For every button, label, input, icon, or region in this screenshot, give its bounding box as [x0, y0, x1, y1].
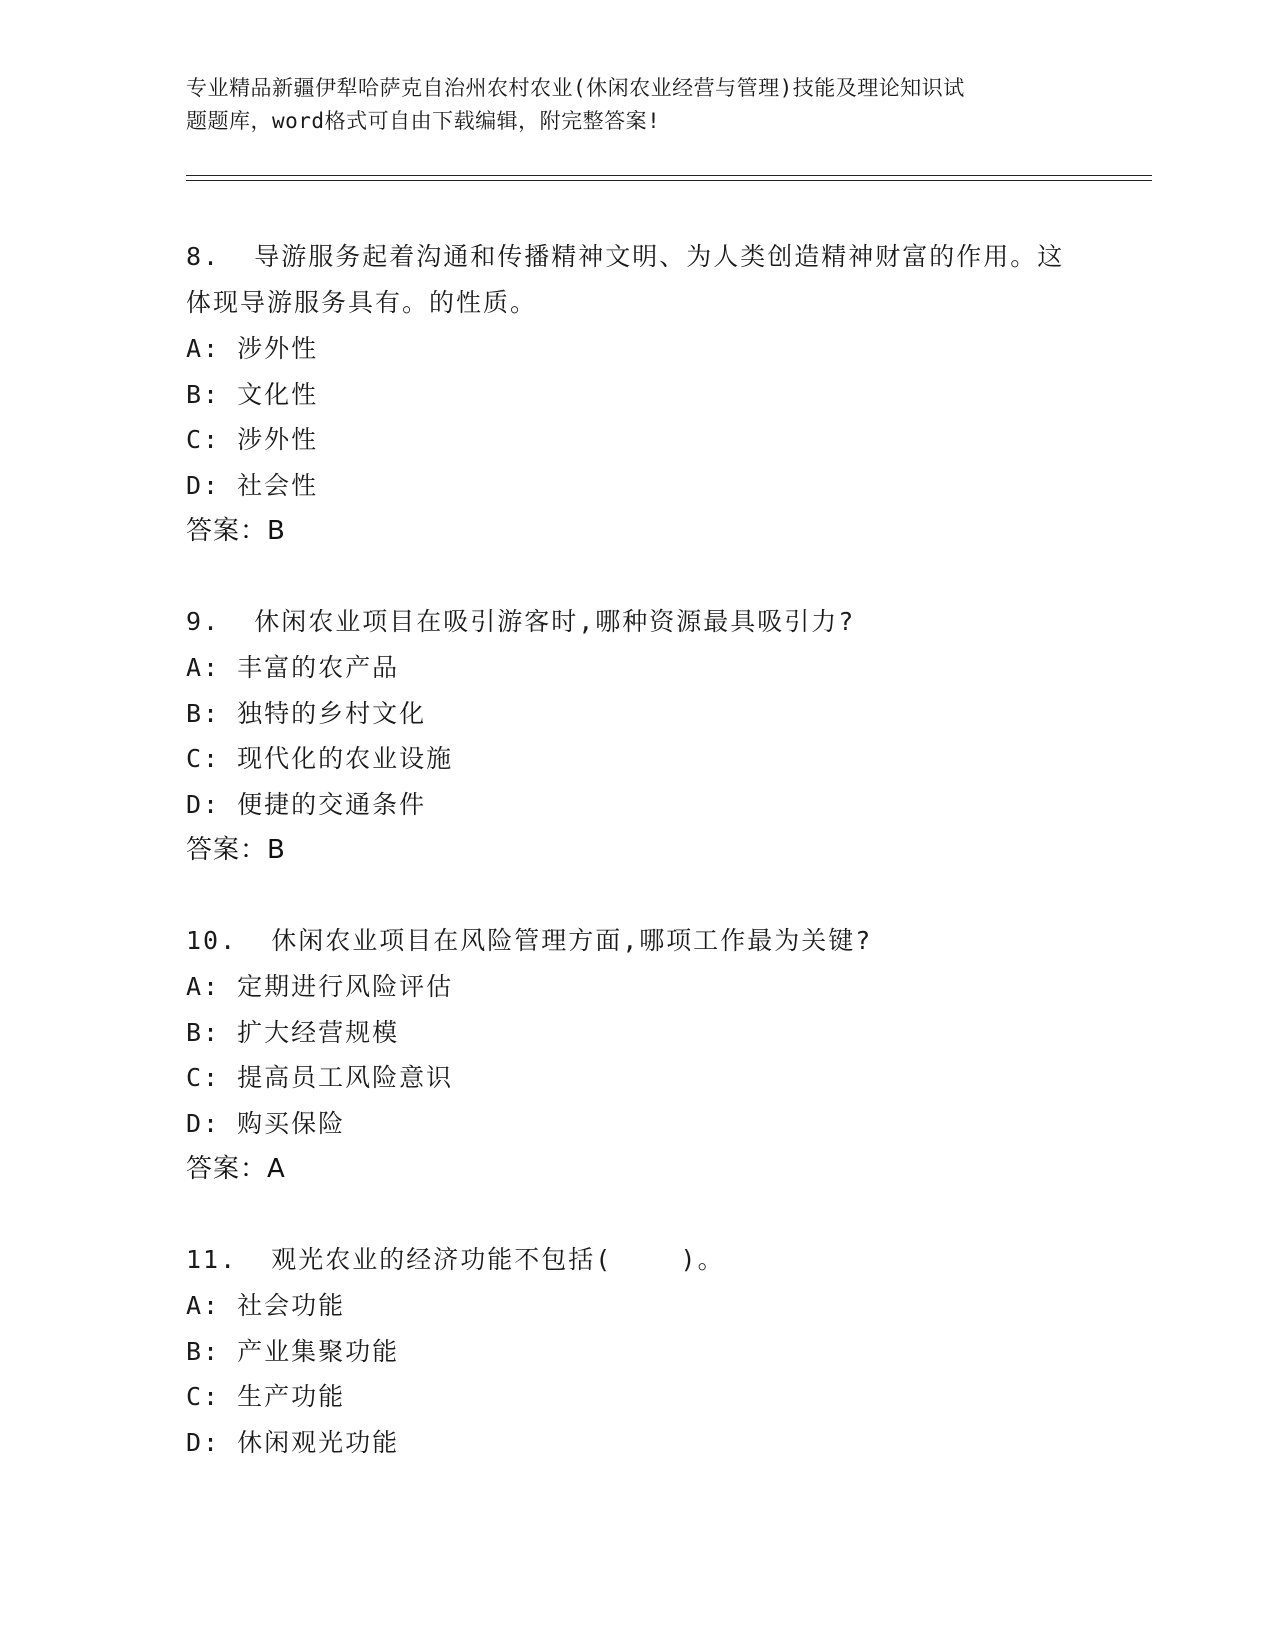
option-a: A: 定期进行风险评估 [186, 972, 454, 1001]
option-d: D: 购买保险 [186, 1108, 346, 1138]
option-c: C: 生产功能 [186, 1382, 346, 1411]
option-a: A: 社会功能 [186, 1291, 346, 1320]
option-b: B: 扩大经营规模 [186, 1017, 400, 1047]
option-c: C: 涉外性 [186, 425, 319, 454]
question-10 [186, 918, 1146, 1192]
header-divider-bottom [186, 180, 1152, 181]
option-d: D: 便捷的交通条件 [186, 789, 427, 819]
header-line-2: 题题库，word格式可自由下载编辑，附完整答案! [186, 109, 661, 133]
question-9 [186, 599, 1146, 873]
header-line-1: 专业精品新疆伊犁哈萨克自治州农村农业(休闲农业经营与管理)技能及理论知识试 [186, 76, 965, 100]
answer-label: 答案：A [186, 1154, 286, 1184]
option-a: A: 丰富的农产品 [186, 653, 400, 682]
option-c: C: 提高员工风险意识 [186, 1063, 454, 1092]
question-stem: 8. 导游服务起着沟通和传播精神文明、为人类创造精神财富的作用。这体现导游服务具有。的性质。 [186, 242, 1065, 317]
option-c: C: 现代化的农业设施 [186, 744, 454, 773]
answer-label: 答案：B [186, 835, 286, 865]
option-b: B: 文化性 [186, 379, 319, 409]
option-a: A: 涉外性 [186, 334, 319, 363]
document-header [186, 72, 1096, 138]
option-b: B: 产业集聚功能 [186, 1336, 400, 1366]
header-divider-top [186, 175, 1152, 176]
question-list [186, 234, 1146, 1510]
option-b: B: 独特的乡村文化 [186, 698, 427, 728]
option-d: D: 休闲观光功能 [186, 1427, 400, 1457]
option-d: D: 社会性 [186, 470, 319, 500]
question-stem: 9. 休闲农业项目在吸引游客时,哪种资源最具吸引力? [186, 607, 856, 636]
question-stem: 10. 休闲农业项目在风险管理方面,哪项工作最为关键? [186, 926, 873, 955]
question-8 [186, 234, 1146, 554]
question-stem: 11. 观光农业的经济功能不包括( )。 [186, 1245, 725, 1274]
question-11 [186, 1237, 1146, 1465]
answer-label: 答案：B [186, 516, 286, 546]
